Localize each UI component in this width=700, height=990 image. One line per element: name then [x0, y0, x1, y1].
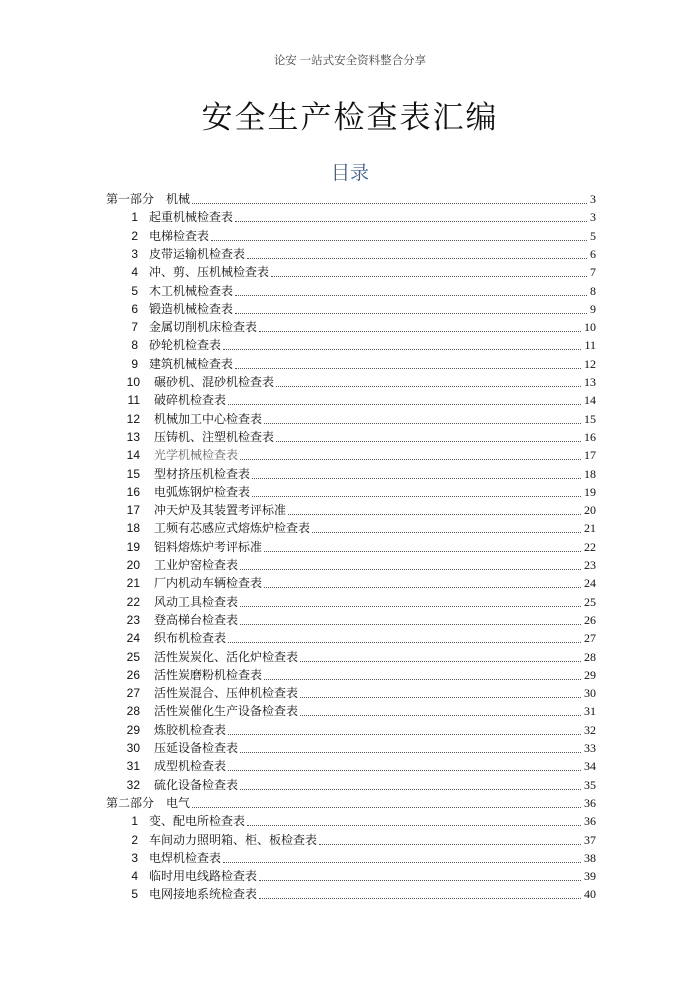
toc-entry-number: 3 — [131, 246, 138, 261]
toc-page-number: 29 — [584, 667, 596, 682]
toc-entry-row[interactable] — [0, 885, 700, 903]
toc-dot-leader — [240, 606, 581, 607]
toc-entry-number: 1 — [131, 210, 138, 225]
toc-entry-row[interactable] — [0, 812, 700, 830]
toc-entry-row[interactable] — [0, 629, 700, 647]
toc-entry-number: 28 — [126, 704, 140, 719]
toc-dot-leader — [247, 825, 581, 826]
toc-page-number: 23 — [584, 558, 596, 572]
toc-dot-leader — [252, 496, 581, 497]
toc-entry-row[interactable] — [0, 410, 700, 428]
toc-page-number: 39 — [584, 869, 596, 884]
toc-heading: 目录 — [330, 162, 369, 184]
toc-dot-leader — [271, 276, 587, 277]
toc-entry-row[interactable] — [0, 831, 700, 849]
toc-page-number: 21 — [584, 521, 596, 536]
toc-entry-label: 风动工具检查表 — [154, 594, 239, 609]
toc-entry-number: 5 — [131, 283, 138, 298]
toc-entry-number: 6 — [131, 301, 138, 316]
toc-entry-number: 26 — [126, 667, 140, 682]
toc-entry-label: 压延设备检查表 — [154, 741, 239, 755]
toc-entry-label: 活性炭磨粉机检查表 — [154, 667, 263, 682]
toc-page-number: 13 — [584, 375, 596, 389]
toc-page-number: 30 — [584, 686, 596, 701]
toc-page-number: 25 — [584, 594, 596, 609]
toc-page-number: 28 — [584, 649, 596, 664]
toc-page-number: 5 — [590, 228, 596, 243]
toc-dot-leader — [288, 514, 581, 515]
toc-entry-label: 型材挤压机检查表 — [154, 466, 251, 481]
toc-page-number: 32 — [584, 722, 596, 737]
toc-entry-label: 起重机械检查表 — [149, 210, 234, 225]
toc-page-number: 18 — [584, 466, 596, 481]
toc-dot-leader — [235, 368, 581, 369]
toc-dot-leader — [192, 807, 581, 808]
toc-entry-row[interactable] — [0, 867, 700, 885]
toc-dot-leader — [240, 789, 581, 790]
toc-page-number: 31 — [584, 704, 596, 719]
toc-page-number: 20 — [584, 503, 596, 518]
toc-dot-leader — [259, 331, 581, 332]
toc-dot-leader — [247, 258, 587, 259]
toc-entry-number: 29 — [126, 722, 140, 737]
toc-part-label: 第二部分 电气 — [106, 795, 191, 810]
toc-dot-leader — [228, 770, 581, 771]
toc-entry-row[interactable] — [0, 702, 700, 720]
toc-entry-row[interactable] — [0, 227, 700, 245]
toc-entry-label: 建筑机械检查表 — [149, 356, 234, 371]
toc-dot-leader — [259, 880, 581, 881]
toc-page-number: 15 — [584, 411, 596, 426]
toc-dot-leader — [192, 203, 587, 204]
toc-entry-row[interactable] — [0, 373, 700, 391]
toc-entry-row[interactable] — [0, 263, 700, 281]
toc-dot-leader — [235, 313, 587, 314]
toc-entry-label: 皮带运输机检查表 — [149, 246, 246, 261]
toc-entry-label: 工频有芯感应式熔炼炉检查表 — [154, 521, 311, 536]
toc-entry-label: 厂内机动车辆检查表 — [154, 576, 263, 591]
toc-entry-row[interactable] — [0, 538, 700, 556]
toc-entry-number: 1 — [131, 814, 138, 829]
toc-entry-number: 11 — [127, 393, 140, 408]
toc-entry-row[interactable] — [0, 611, 700, 629]
toc-page-number: 8 — [590, 283, 596, 298]
toc-part-row[interactable] — [0, 190, 700, 208]
toc-entry-number: 21 — [126, 576, 140, 591]
toc-dot-leader — [223, 862, 581, 863]
toc-entry-number: 20 — [126, 558, 140, 572]
toc-entry-row[interactable] — [0, 501, 700, 519]
toc-entry-row[interactable] — [0, 519, 700, 537]
toc-entry-label: 织布机检查表 — [154, 631, 227, 646]
toc-entry-row[interactable] — [0, 574, 700, 592]
toc-page-number: 16 — [584, 429, 596, 444]
toc-dot-leader — [240, 624, 581, 625]
toc-entry-label: 电焊机检查表 — [149, 850, 222, 865]
toc-dot-leader — [252, 478, 581, 479]
toc-entry-label: 电梯检查表 — [149, 228, 210, 243]
toc-entry-row[interactable] — [0, 648, 700, 666]
toc-page-number: 22 — [584, 539, 596, 554]
toc-entry-number: 14 — [126, 448, 140, 463]
toc-entry-row[interactable] — [0, 208, 700, 226]
toc-dot-leader — [259, 898, 581, 899]
toc-entry-row[interactable] — [0, 739, 700, 757]
toc-entry-row[interactable] — [0, 849, 700, 867]
toc-entry-label: 破碎机检查表 — [154, 393, 227, 408]
toc-entry-label: 金属切削机床检查表 — [149, 320, 258, 335]
toc-entry-label: 活性炭炭化、活化炉检查表 — [154, 649, 299, 664]
toc-entry-row[interactable] — [0, 428, 700, 446]
toc-dot-leader — [240, 752, 581, 753]
toc-page-number: 33 — [584, 741, 596, 755]
toc-dot-leader — [264, 679, 581, 680]
toc-entry-label: 光学机械检查表 — [154, 448, 239, 463]
toc-dot-leader — [228, 734, 581, 735]
toc-dot-leader — [276, 441, 581, 442]
toc-entry-number: 4 — [131, 869, 138, 884]
toc-entry-row[interactable] — [0, 666, 700, 684]
document-title: 安全生产检查表汇编 — [201, 100, 499, 136]
toc-page-number: 3 — [590, 192, 596, 206]
toc-entry-label: 铝料熔炼炉考评标准 — [154, 539, 263, 554]
toc-entry-row[interactable] — [0, 282, 700, 300]
toc-entry-label: 机械加工中心检查表 — [154, 411, 263, 426]
toc-page-number: 12 — [584, 356, 596, 371]
toc-entry-label: 锻造机械检查表 — [149, 301, 234, 316]
toc-entry-number: 5 — [131, 887, 138, 902]
toc-entry-row[interactable] — [0, 757, 700, 775]
toc-page-number: 6 — [590, 246, 596, 261]
toc-entry-number: 15 — [126, 466, 140, 481]
toc-page-number: 17 — [584, 448, 596, 463]
toc-dot-leader — [228, 642, 581, 643]
toc-entry-row[interactable] — [0, 593, 700, 611]
toc-entry-number: 17 — [126, 503, 140, 518]
toc-entry-label: 冲天炉及其装置考评标准 — [154, 503, 287, 518]
toc-dot-leader — [211, 240, 587, 241]
toc-entry-number: 4 — [131, 265, 138, 280]
toc-dot-leader — [312, 532, 581, 533]
toc-entry-label: 工业炉窑检查表 — [154, 558, 239, 572]
toc-entry-label: 碾砂机、混砂机检查表 — [154, 375, 275, 389]
toc-dot-leader — [240, 459, 581, 460]
toc-entry-label: 活性炭催化生产设备检查表 — [154, 704, 299, 719]
toc-entry-number: 27 — [126, 686, 140, 701]
toc-entry-label: 活性炭混合、压伸机检查表 — [154, 686, 299, 701]
toc-dot-leader — [235, 221, 587, 222]
toc-dot-leader — [240, 569, 581, 570]
toc-entry-label: 车间动力照明箱、柜、板检查表 — [149, 832, 318, 847]
toc-entry-label: 砂轮机检查表 — [149, 338, 222, 353]
toc-entry-row[interactable] — [0, 465, 700, 483]
toc-entry-label: 冲、剪、压机械检查表 — [149, 265, 270, 280]
toc-entry-number: 18 — [126, 521, 140, 536]
toc-page-number: 37 — [584, 832, 596, 847]
toc-entry-number: 2 — [131, 228, 138, 243]
toc-entry-label: 木工机械检查表 — [149, 283, 234, 298]
toc-entry-label: 变、配电所检查表 — [149, 814, 246, 829]
toc-dot-leader — [300, 661, 581, 662]
toc-dot-leader — [264, 551, 581, 552]
toc-entry-number: 9 — [131, 356, 138, 371]
toc-entry-row[interactable] — [0, 483, 700, 501]
toc-entry-label: 成型机检查表 — [154, 759, 227, 774]
toc-page-number: 3 — [590, 210, 596, 225]
toc-entry-number: 22 — [126, 594, 140, 609]
toc-entry-row[interactable] — [0, 355, 700, 373]
toc-entry-number: 31 — [126, 759, 140, 774]
toc-dot-leader — [235, 295, 587, 296]
toc-page-number: 14 — [584, 393, 596, 408]
toc-entry-number: 32 — [126, 777, 140, 792]
toc-page-number: 36 — [584, 814, 596, 829]
toc-dot-leader — [264, 423, 581, 424]
toc-page-number: 24 — [584, 576, 596, 591]
toc-part-label: 第一部分 机械 — [106, 192, 191, 206]
toc-dot-leader — [300, 697, 581, 698]
toc-entry-label: 硫化设备检查表 — [154, 777, 239, 792]
toc-entry-number: 13 — [126, 429, 140, 444]
toc-entry-label: 临时用电线路检查表 — [149, 869, 258, 884]
toc-page-number: 26 — [584, 612, 596, 627]
toc-page-number: 35 — [584, 777, 596, 792]
toc-dot-leader — [276, 386, 581, 387]
toc-entry-number: 16 — [126, 484, 140, 499]
toc-page-number: 34 — [584, 759, 596, 774]
toc-entry-row[interactable] — [0, 318, 700, 336]
toc-entry-row[interactable] — [0, 300, 700, 318]
toc-dot-leader — [319, 844, 581, 845]
toc-page-number: 38 — [584, 850, 596, 865]
toc-entry-number: 8 — [131, 338, 138, 353]
toc-entry-label: 电网接地系统检查表 — [149, 887, 258, 902]
toc-entry-number: 10 — [126, 375, 140, 389]
toc-page-number: 7 — [590, 265, 596, 280]
toc-entry-label: 炼胶机检查表 — [154, 722, 227, 737]
toc-entry-number: 25 — [126, 649, 140, 664]
toc-page-number: 19 — [584, 484, 596, 499]
toc-entry-label: 电弧炼钢炉检查表 — [154, 484, 251, 499]
toc-dot-leader — [223, 349, 581, 350]
toc-entry-number: 23 — [126, 612, 140, 627]
toc-entry-number: 7 — [131, 320, 138, 335]
toc-entry-row[interactable] — [0, 446, 700, 464]
toc-entry-label: 登高梯台检查表 — [154, 612, 239, 627]
toc-entry-row[interactable] — [0, 391, 700, 409]
toc-page-number: 11 — [584, 338, 596, 353]
toc-entry-number: 24 — [126, 631, 140, 646]
toc-entry-number: 2 — [131, 832, 138, 847]
toc-dot-leader — [264, 587, 581, 588]
toc-entry-number: 3 — [131, 850, 138, 865]
toc-entry-number: 19 — [126, 539, 140, 554]
toc-dot-leader — [300, 715, 581, 716]
toc-entry-row[interactable] — [0, 556, 700, 574]
toc-entry-row[interactable] — [0, 684, 700, 702]
toc-entry-row[interactable] — [0, 245, 700, 263]
toc-entry-row[interactable] — [0, 776, 700, 794]
toc-dot-leader — [228, 404, 581, 405]
toc-page-number: 27 — [584, 631, 596, 646]
page-header: 论安 一站式安全资料整合分享 — [273, 55, 427, 67]
toc-entry-number: 30 — [126, 741, 140, 755]
toc-entry-label: 压铸机、注塑机检查表 — [154, 429, 275, 444]
toc-page-number: 9 — [590, 301, 596, 316]
toc-entry-row[interactable] — [0, 336, 700, 354]
toc-page-number: 36 — [584, 795, 596, 810]
toc-entry-number: 12 — [126, 411, 140, 426]
toc-page-number: 40 — [584, 887, 596, 902]
toc-part-row[interactable] — [0, 794, 700, 812]
toc-entry-row[interactable] — [0, 721, 700, 739]
toc-page-number: 10 — [584, 320, 596, 335]
